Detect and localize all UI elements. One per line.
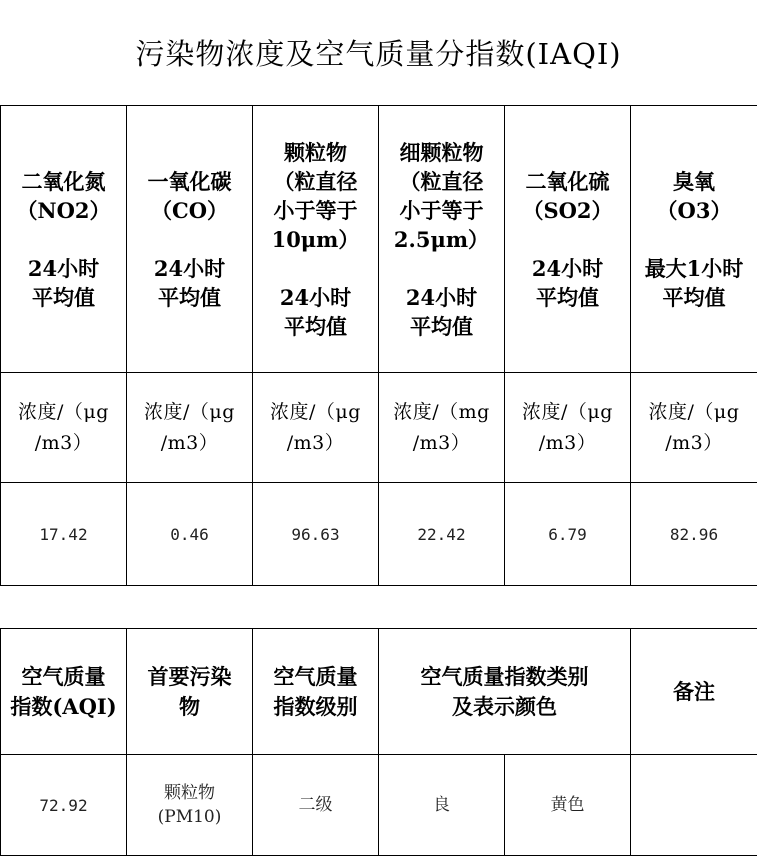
header-aqi-category: 空气质量指数类别 及表示颜色 bbox=[379, 629, 631, 755]
unit-pm25: 浓度/（mg /m3） bbox=[379, 373, 505, 483]
unit-o3: 浓度/（μg /m3） bbox=[631, 373, 757, 483]
value-co: 0.46 bbox=[127, 483, 253, 586]
unit-row bbox=[1, 373, 757, 483]
header-pm10: 颗粒物 （粒直径 小于等于 10μm） 24小时 平均值 bbox=[253, 106, 379, 373]
unit-no2: 浓度/（μg /m3） bbox=[1, 373, 127, 483]
value-pm10: 96.63 bbox=[253, 483, 379, 586]
pollutant-table bbox=[0, 105, 757, 586]
unit-co: 浓度/（μg /m3） bbox=[127, 373, 253, 483]
header-remark: 备注 bbox=[631, 629, 757, 755]
page-title: 污染物浓度及空气质量分指数(IAQI) bbox=[135, 37, 622, 71]
unit-so2: 浓度/（μg /m3） bbox=[505, 373, 631, 483]
unit-pm10: 浓度/（μg /m3） bbox=[253, 373, 379, 483]
header-aqi-level: 空气质量 指数级别 bbox=[253, 629, 379, 755]
header-co: 一氧化碳 （CO） 24小时 平均值 bbox=[127, 106, 253, 373]
aqi-summary-table bbox=[0, 628, 757, 856]
header-so2: 二氧化硫 （SO2） 24小时 平均值 bbox=[505, 106, 631, 373]
value-category-color: 黄色 bbox=[505, 755, 631, 856]
value-no2: 17.42 bbox=[1, 483, 127, 586]
header-no2: 二氧化氮 （NO2） 24小时 平均值 bbox=[1, 106, 127, 373]
summary-header-row bbox=[1, 629, 757, 755]
value-aqi-category: 良 bbox=[379, 755, 505, 856]
value-row bbox=[1, 483, 757, 586]
value-o3: 82.96 bbox=[631, 483, 757, 586]
value-so2: 6.79 bbox=[505, 483, 631, 586]
header-o3: 臭氧 （O3） 最大1小时 平均值 bbox=[631, 106, 757, 373]
value-aqi-level: 二级 bbox=[253, 755, 379, 856]
summary-value-row bbox=[1, 755, 757, 856]
value-pm25: 22.42 bbox=[379, 483, 505, 586]
header-aqi: 空气质量 指数(AQI) bbox=[1, 629, 127, 755]
header-pm25: 细颗粒物 （粒直径 小于等于 2.5μm） 24小时 平均值 bbox=[379, 106, 505, 373]
value-remark bbox=[631, 755, 757, 856]
value-aqi: 72.92 bbox=[1, 755, 127, 856]
pollutant-header-row bbox=[1, 106, 757, 373]
value-primary-pollutant: 颗粒物 (PM10) bbox=[127, 755, 253, 856]
header-primary-pollutant: 首要污染 物 bbox=[127, 629, 253, 755]
